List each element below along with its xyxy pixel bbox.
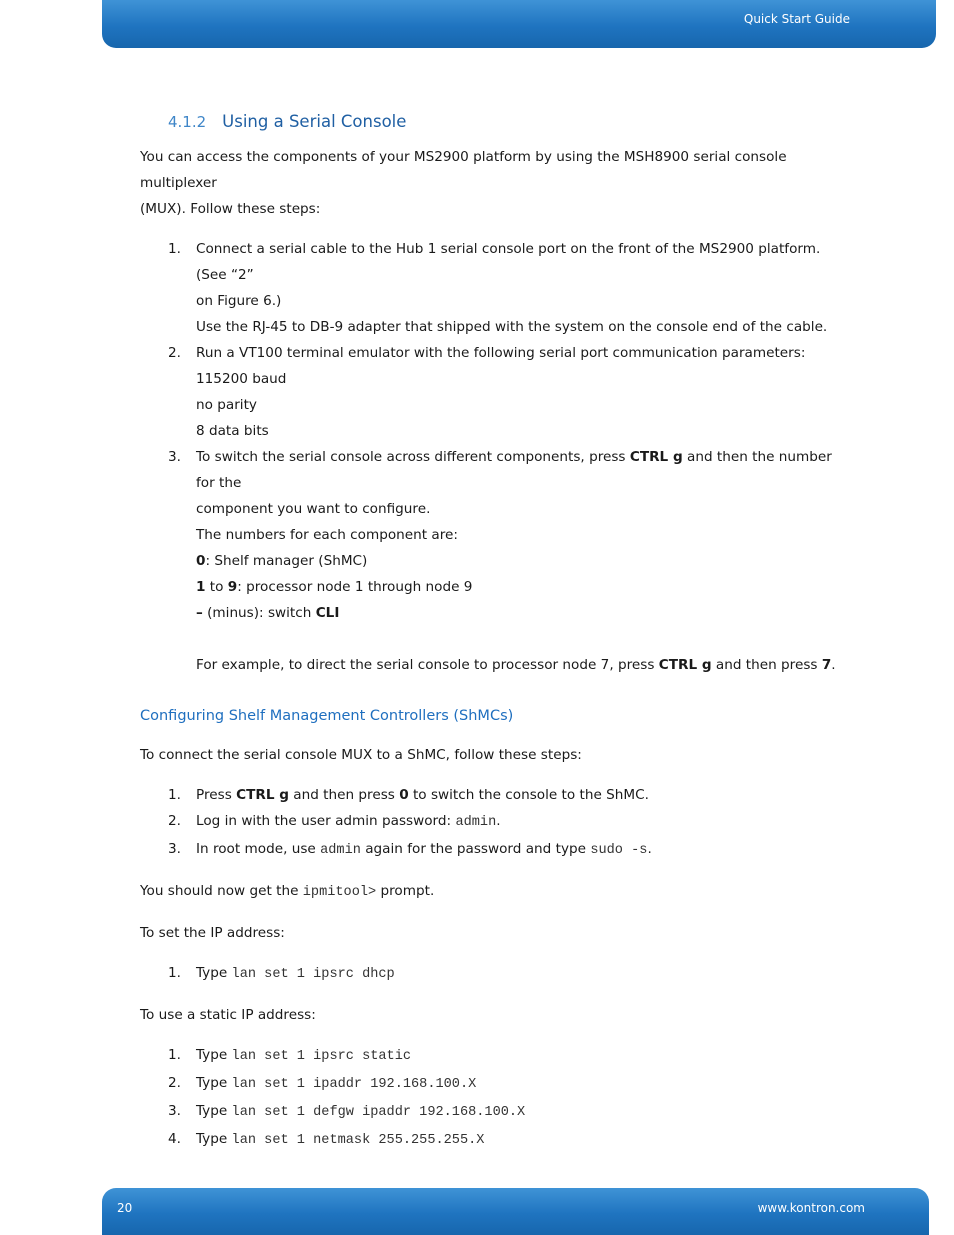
section-heading	[168, 110, 850, 134]
static-steps	[140, 1042, 850, 1154]
text-span: .	[496, 813, 501, 829]
text-span: Type	[196, 1103, 232, 1119]
step-text: Connect a serial cable to the Hub 1 serial console port on the front of the MS2900 platform. (See “2”	[196, 241, 821, 283]
step-number: 3.	[168, 1103, 181, 1119]
guide-title: Quick Start Guide	[743, 12, 850, 26]
step-number: 2.	[168, 1075, 181, 1091]
key: 7	[821, 657, 832, 673]
parity-value: no parity	[196, 397, 257, 413]
text-span: .	[647, 841, 652, 857]
text-span: To switch the serial console across different components, press	[196, 449, 630, 465]
step-text: component you want to configure.	[196, 501, 431, 517]
text-span: and then press	[288, 787, 400, 803]
key: 9	[227, 579, 238, 595]
list-item	[140, 340, 850, 444]
text-span: and then the number for the	[196, 449, 832, 491]
text-span: and then press	[711, 657, 822, 673]
setup-steps	[140, 236, 850, 678]
key: 1	[196, 579, 206, 595]
step-number: 1.	[168, 241, 181, 257]
data-bits-value: 8 data bits	[196, 423, 269, 439]
component-option	[196, 548, 850, 574]
text-span: Type	[196, 1075, 232, 1091]
section-number: 4.1.2	[168, 113, 207, 131]
prompt-text	[140, 878, 850, 906]
step-number: 1.	[168, 965, 181, 981]
code-snippet: lan set 1 ipsrc dhcp	[231, 967, 395, 982]
list-item	[140, 782, 850, 808]
intro-line-2: (MUX). Follow these steps:	[140, 201, 321, 217]
code-snippet: admin	[320, 843, 361, 858]
key: CLI	[315, 605, 340, 621]
text-span: For example, to direct the serial console to processor node 7, press	[196, 657, 659, 673]
header-bar	[102, 0, 936, 48]
text-span: again for the password and type	[360, 841, 591, 857]
code-snippet: sudo -s	[590, 843, 648, 858]
key: 0	[399, 787, 409, 803]
text-span: You should now get the	[140, 883, 303, 899]
intro-line-1: You can access the components of your MS2900 platform by using the MSH8900 serial console multiplexer	[140, 149, 787, 191]
step-text: Run a VT100 terminal emulator with the following serial port communication parameters:	[196, 345, 806, 361]
step-text: on Figure 6.)	[196, 293, 282, 309]
list-item	[140, 1042, 850, 1070]
section-title: Using a Serial Console	[222, 112, 407, 131]
page-number: 20	[117, 1201, 133, 1215]
step-number: 1.	[168, 787, 181, 803]
text-span: .	[831, 657, 836, 673]
shmc-intro: To connect the serial console MUX to a ShMC, follow these steps:	[140, 747, 582, 763]
text-span: to switch the console to the ShMC.	[408, 787, 649, 803]
subsection-heading: Configuring Shelf Management Controllers (ShMCs)	[140, 708, 514, 724]
baud-value: 115200 baud	[196, 371, 287, 387]
step-number: 3.	[168, 449, 181, 465]
step-number: 4.	[168, 1131, 181, 1147]
list-item	[140, 236, 850, 340]
text-span: prompt.	[376, 883, 435, 899]
code-snippet: ipmitool>	[302, 885, 377, 900]
key: 0	[196, 553, 206, 569]
shmc-steps	[140, 782, 850, 864]
code-snippet: admin	[455, 815, 497, 830]
text-span: to	[205, 579, 228, 595]
list-item	[140, 808, 850, 836]
step-text: Use the RJ-45 to DB-9 adapter that shipped with the system on the console end of the cable.	[196, 319, 828, 335]
page-content	[140, 110, 850, 1154]
step-text: The numbers for each component are:	[196, 527, 458, 543]
list-item	[140, 960, 850, 988]
website-link[interactable]: www.kontron.com	[757, 1201, 865, 1215]
text-span: Type	[196, 965, 232, 981]
key-combo: CTRL g	[629, 449, 683, 465]
static-intro: To use a static IP address:	[140, 1007, 316, 1023]
step-number: 3.	[168, 841, 181, 857]
step-text	[196, 444, 850, 496]
text-span: Type	[196, 1131, 232, 1147]
step-number: 2.	[168, 345, 181, 361]
text-span: (minus): switch	[202, 605, 316, 621]
footer-bar	[102, 1188, 929, 1235]
key-combo: CTRL g	[236, 787, 289, 803]
list-item	[140, 1098, 850, 1126]
key-combo: CTRL g	[658, 657, 712, 673]
step-number: 1.	[168, 1047, 181, 1063]
ip-steps	[140, 960, 850, 988]
text-span: In root mode, use	[196, 841, 321, 857]
spacer	[196, 626, 850, 652]
component-option	[196, 600, 850, 626]
key: –	[196, 605, 203, 621]
text-span: Press	[196, 787, 237, 803]
text-span: : Shelf manager (ShMC)	[205, 553, 368, 569]
text-span: Log in with the user admin password:	[196, 813, 456, 829]
ip-intro: To set the IP address:	[140, 925, 285, 941]
component-option	[196, 574, 850, 600]
example-text	[196, 652, 850, 678]
code-snippet: lan set 1 ipsrc static	[231, 1049, 412, 1064]
text-span: : processor node 1 through node 9	[237, 579, 473, 595]
code-snippet: lan set 1 netmask 255.255.255.X	[231, 1133, 485, 1148]
list-item	[140, 444, 850, 678]
step-number: 2.	[168, 813, 181, 829]
code-snippet: lan set 1 defgw ipaddr 192.168.100.X	[231, 1105, 526, 1120]
list-item	[140, 836, 850, 864]
code-snippet: lan set 1 ipaddr 192.168.100.X	[231, 1077, 477, 1092]
list-item	[140, 1070, 850, 1098]
list-item	[140, 1126, 850, 1154]
text-span: Type	[196, 1047, 232, 1063]
